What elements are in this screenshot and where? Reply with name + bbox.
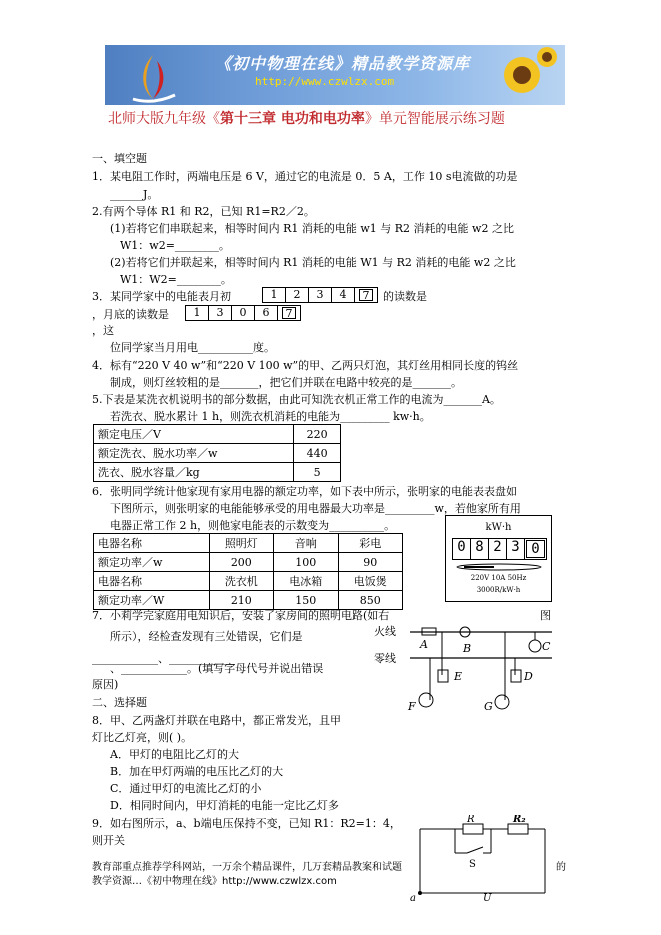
table-row: 额定电压／V 220 bbox=[94, 425, 341, 444]
question-5b: 若洗衣、脱水累计 1 h，则洗衣机消耗的电能为_________ kw·h。 bbox=[110, 410, 431, 423]
svg-text:R: R bbox=[467, 815, 475, 825]
question-6b: 下图所示，则张明家的电能能够承受的用电器最大功率是_________w，若他家所有用 bbox=[110, 502, 521, 515]
question-3-end-label: ，月底的读数是 bbox=[92, 308, 169, 321]
table-row: 额定功率／w 200 100 90 bbox=[94, 553, 403, 572]
svg-text:D: D bbox=[524, 670, 533, 683]
question-8: 8．甲、乙两盏灯并联在电路中，都正常发光，且甲 bbox=[92, 714, 341, 727]
question-9: 9．如右图所示，a、b端电压保持不变，已知 R1：R2=1：4， bbox=[92, 817, 401, 830]
electric-meter bbox=[445, 515, 552, 602]
meter-rate: 3000R/kW·h bbox=[476, 586, 521, 594]
zero-line-label: 零线 bbox=[374, 652, 396, 665]
question-2: 2.有两个导体 R1 和 R2，已知 R1=R2／2。 bbox=[92, 205, 315, 218]
table-row: 电器名称 洗衣机 电冰箱 电饭煲 bbox=[94, 572, 403, 591]
question-6: 6．张明同学统计他家现有家用电器的额定功率，如下表中所示，张明家的电能表表盘如 bbox=[92, 485, 517, 498]
footer-line-1-tail: 的 bbox=[556, 862, 566, 873]
question-3: 3．某同学家中的电能表月初 bbox=[92, 290, 231, 303]
question-7: 7．小莉学完家庭用电知识后，安装了家房间的照明电路(如右 bbox=[92, 609, 390, 622]
sunflower-icon bbox=[487, 45, 557, 105]
svg-text:F: F bbox=[408, 700, 416, 713]
option-c: C．通过甲灯的电流比乙灯的小 bbox=[110, 782, 262, 795]
footer-line-2: 教学资源…《初中物理在线》http://www.czwlzx.com bbox=[92, 876, 337, 887]
svg-text:C: C bbox=[542, 640, 551, 653]
table-row: 洗衣、脱水容量／kg 5 bbox=[94, 463, 341, 482]
logo-icon bbox=[123, 47, 183, 105]
meter-spec: 220V 10A 50Hz bbox=[470, 574, 527, 582]
svg-text:U: U bbox=[483, 893, 492, 904]
svg-text:S: S bbox=[469, 859, 476, 870]
table-row: 额定洗衣、脱水功率／w 440 bbox=[94, 444, 341, 463]
house-wiring-diagram bbox=[370, 620, 555, 740]
question-3-mid: 的读数是 bbox=[383, 290, 427, 303]
resistor-circuit-diagram bbox=[405, 815, 560, 905]
question-2b-answer: W1：W2=________。 bbox=[120, 273, 232, 286]
question-9b: 则开关 bbox=[92, 834, 125, 847]
meter-unit: kW·h bbox=[485, 522, 512, 533]
option-a: A．甲灯的电阻比乙灯的大 bbox=[110, 748, 239, 761]
question-5: 5.下表是某洗衣机说明书的部分数据，由此可知洗衣机正常工作的电流为_______A。 bbox=[92, 393, 501, 406]
question-7b: 所示），经检查发现有三处错误，它们是 bbox=[110, 630, 303, 643]
question-4: 4．标有“220 V 40 w”和“220 V 100 w”的甲、乙两只灯泡，其灯丝用相同长度的钨丝 bbox=[92, 359, 519, 372]
header-banner bbox=[105, 45, 565, 105]
footer-line-1: 教育部重点推荐学科网站，一万余个精品课件，几万套精品教案和试题 bbox=[92, 862, 402, 873]
question-7c: ____________、____________ bbox=[92, 652, 235, 665]
question-7d: 、____________。(填写字母代号并说出错误 bbox=[110, 662, 324, 675]
svg-text:A: A bbox=[420, 638, 428, 651]
banner-title: 《初中物理在线》精品教学资源库 bbox=[215, 54, 471, 73]
question-1: 1．某电阻工作时，两端电压是 6 V，通过它的电流是 0．5 A，工作 10 s电流做的功是 bbox=[92, 170, 518, 183]
svg-text:G: G bbox=[484, 700, 493, 713]
meter-dial-icon bbox=[454, 562, 544, 572]
question-3-tail: ，这 bbox=[92, 324, 114, 337]
question-8b: 灯比乙灯亮，则( )。 bbox=[92, 731, 193, 744]
svg-text:E: E bbox=[454, 670, 463, 683]
appliance-power-table bbox=[93, 533, 403, 610]
svg-text:a: a bbox=[410, 893, 416, 904]
banner-url: http://www.czwlzx.com bbox=[255, 75, 395, 88]
question-3-answer: 位同学家当月用电__________度。 bbox=[110, 341, 275, 354]
question-6c: 电器正常工作 2 h，则他家电能表的示数变为__________。 bbox=[110, 519, 396, 532]
question-4b: 制成，则灯丝较粗的是_______，把它们并联在电路中较亮的是_______。 bbox=[110, 376, 462, 389]
document-title: 北师大版九年级《第十三章 电功和电功率》单元智能展示练习题 bbox=[108, 111, 505, 127]
meter-reading-end: 1 3 0 6 7 bbox=[185, 305, 301, 321]
question-1-answer: ______J。 bbox=[110, 188, 159, 201]
section-fill-blank: 一、填空题 bbox=[92, 152, 147, 165]
fire-line-label: 火线 bbox=[374, 625, 396, 638]
option-b: B．加在甲灯两端的电压比乙灯的大 bbox=[110, 765, 284, 778]
table-row: 电器名称 照明灯 音响 彩电 bbox=[94, 534, 403, 553]
table-row: 额定功率／W 210 150 850 bbox=[94, 591, 403, 610]
meter-digits: 0 8 2 3 0 bbox=[452, 538, 547, 560]
section-choice: 二、选择题 bbox=[92, 696, 147, 709]
svg-text:R₂: R₂ bbox=[513, 815, 526, 825]
question-2b: (2)若将它们并联起来，相等时间内 R1 消耗的电能 W1 与 R2 消耗的电能 w2 之比 bbox=[110, 256, 516, 269]
question-7-figure: 图 bbox=[540, 609, 551, 622]
question-2a-answer: W1：w2=________。 bbox=[120, 239, 230, 252]
washer-spec-table bbox=[93, 424, 341, 482]
svg-text:B: B bbox=[463, 642, 472, 655]
option-d: D．相同时间内，甲灯消耗的电能一定比乙灯多 bbox=[110, 799, 339, 812]
meter-reading-start: 1 2 3 4 7 bbox=[262, 287, 378, 303]
question-7e: 原因) bbox=[92, 678, 119, 691]
question-2a: (1)若将它们串联起来，相等时间内 R1 消耗的电能 w1 与 R2 消耗的电能 w2 之比 bbox=[110, 222, 514, 235]
